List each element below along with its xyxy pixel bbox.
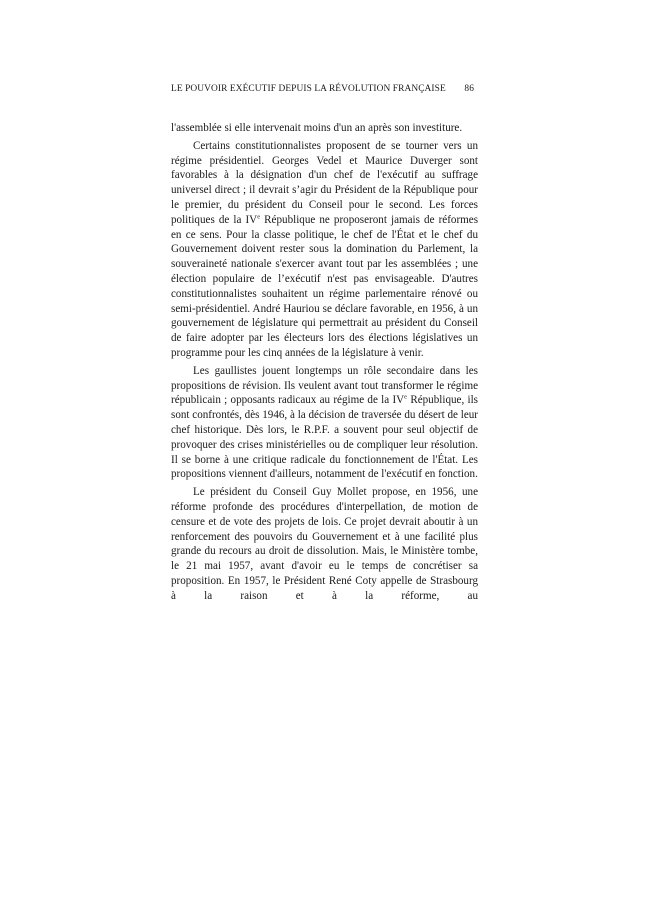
superscript-e: e [257,213,261,221]
paragraph-2-part-1: Certains constitutionnalistes proposent de se tourner vers un régime présidentiel. Georges Vedel et Maurice Duverger sont favorables à la désignation d'un chef de l'exécutif au suffrage universel direct ; il devrait s’agir du Président de la République pour le premier, du président du Conseil pour le second. Les forces politiques de la IV [171,139,478,226]
paragraph-4: Le président du Conseil Guy Mollet propose, en 1956, une réforme profonde des procédures d'interpellation, de motion de censure et de vote des projets de lois. Ce projet devrait aboutir à un renforcement des pouvoirs du Gouvernement et à une facilité plus grande du recours au droit de dissolution. Mais, le Ministère tombe, le 21 mai 1957, avant d'avoir eu le temps de concrétiser sa proposition. En 1957, le Président René Coty appelle de Strasbourg à la raison et à la réforme, au [171,486,478,602]
paragraph-3-part-2: République, ils sont confrontés, dès 1946, à la décision de traversée du désert de leur chef historique. Dès lors, le R.P.F. a souvent pour seul objectif de provoquer des crises ministérielles ou de compliquer leur résolution. Il se borne à une critique radicale du fonctionnement de l'État. Les propositions viennent d'ailleurs, notamment de l'exécutif en fonction. [171,394,478,481]
running-header-title: LE POUVOIR EXÉCUTIF DEPUIS LA RÉVOLUTION FRANÇAISE [171,84,446,94]
paragraph-2-part-2: République ne proposeront jamais de réformes en ce sens. Pour la classe politique, le chef de l'État et le chef du Gouvernement doivent rester sous la domination du Parlement, la souveraineté nationale s'exercer avant tout par les assemblées ; une élection populaire de l’exécutif n'est pas envisageable. D'autres constitutionnalistes souhaitent un régime parlementaire rénové ou semi-présidentiel. André Hauriou se déclare favorable, en 1956, à un gouvernement de législature qui permettrait au président du Conseil de faire adopter par les électeurs lors des élections législatives un programme pour les cinq années de la législature à venir. [171,213,479,359]
paragraph-3 [171,364,478,482]
book-page [171,82,478,607]
paragraph-3-part-1: Les gaullistes jouent longtemps un rôle secondaire dans les propositions de révision. Ils veulent avant tout transformer le régime républicain ; opposants radicaux au régime de la IV [171,364,478,407]
body-text [171,121,478,604]
superscript-e: e [404,393,408,401]
running-header [171,82,478,96]
page-number: 86 [464,84,474,94]
paragraph-2 [171,139,478,361]
paragraph-1: l'assemblée si elle intervenait moins d'un an après son investiture. [171,122,463,134]
